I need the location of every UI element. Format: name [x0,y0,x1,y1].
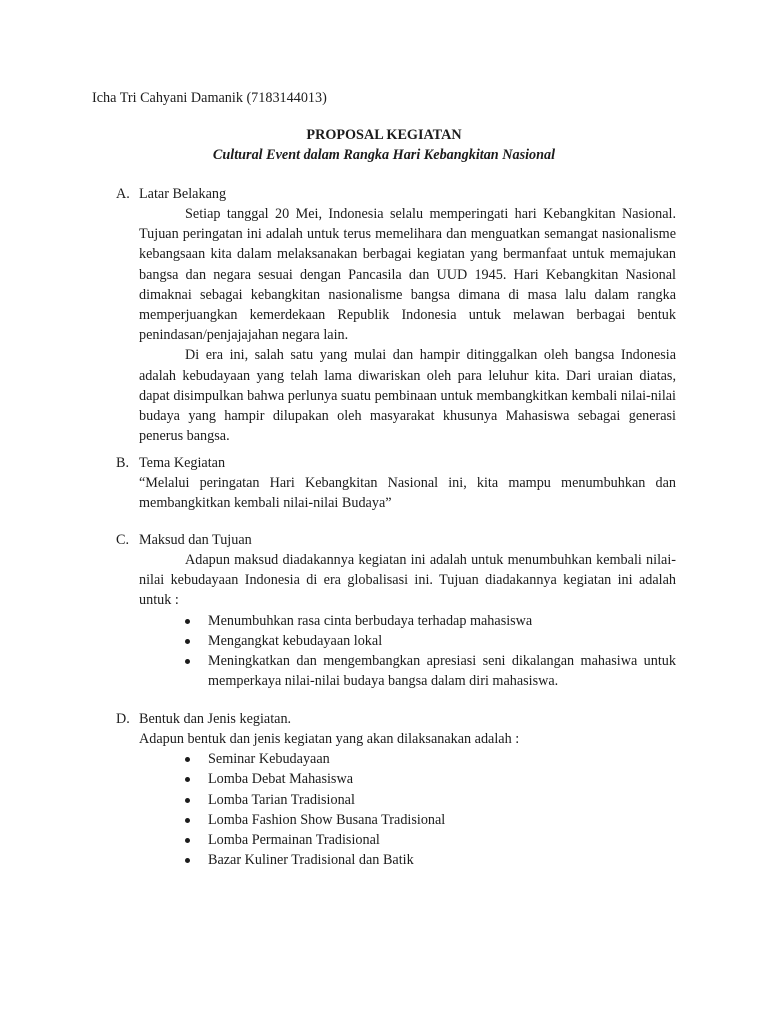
list-item-text: Lomba Debat Mahasiswa [208,771,353,788]
theme-quote: “Melalui peringatan Hari Kebangkitan Nasional ini, kita mampu menumbuhkan dan membangkitkan kembali nilai-nilai Budaya” [139,475,676,512]
section-title: Maksud dan Tujuan [139,532,252,548]
bullet-icon [185,838,190,843]
bullet-icon [185,777,190,782]
section-body [139,473,676,513]
list-item [139,850,676,870]
section-body [139,204,676,446]
bullet-icon [185,659,190,664]
list-item [139,611,676,631]
section-latar-belakang [116,184,676,446]
section-title: Latar Belakang [139,186,227,202]
paragraph: Adapun maksud diadakannya kegiatan ini adalah untuk menumbuhkan kembali nilai-nilai kebudayaan Indonesia di era globalisasi ini. Tujuan diadakannya kegiatan ini adalah untuk : [139,552,676,609]
list-item-text: Lomba Fashion Show Busana Tradisional [208,811,446,828]
section-letter: C. [116,532,130,548]
paragraph: Setiap tanggal 20 Mei, Indonesia selalu memperingati hari Kebangkitan Nasional. Tujuan peringatan ini adalah untuk terus memelihara dan menguatkan semangat nasionalisme kebangsaan kita dalam melaksanakan berbagai kegiatan yang bermanfaat untuk memajukan bangsa dan negara sesuai dengan Pancasila dan UUD 1945. Hari Kebangkitan Nasional dimaknai sebagai kebangkitan nasionalisme bangsa dimana di masa lalu dalam rangka memperjuangkan kemerdekaan Republik Indonesia untuk melawan berbagai bentuk penindasan/penjajajahan negara lain. [139,206,676,344]
section-heading [116,530,676,550]
list-item [139,631,676,651]
bullet-icon [185,639,190,644]
bullet-icon [185,818,190,823]
section-body [139,550,676,691]
bullet-icon [185,619,190,624]
section-letter: D. [116,711,130,727]
bullet-icon [185,858,190,863]
section-letter: A. [116,186,130,202]
section-letter: B. [116,455,130,471]
list-item [139,790,676,810]
list-item [139,769,676,789]
section-bentuk-jenis [116,709,676,870]
section-maksud-tujuan [116,530,676,691]
section-heading [116,453,676,473]
list-item [139,810,676,830]
list-item-text: Mengangkat kebudayaan lokal [208,632,383,649]
author-line: Icha Tri Cahyani Damanik (7183144013) [92,90,327,106]
section-title: Bentuk dan Jenis kegiatan. [139,711,292,727]
bullet-list [139,611,676,692]
section-body [139,729,676,870]
section-title: Tema Kegiatan [139,455,226,471]
paragraph: Adapun bentuk dan jenis kegiatan yang akan dilaksanakan adalah : [139,731,520,747]
list-item [139,651,676,691]
document-title: PROPOSAL KEGIATAN [306,127,462,143]
list-item-text: Seminar Kebudayaan [208,751,330,768]
list-item [139,749,676,769]
section-heading [116,184,676,204]
list-item-text: Bazar Kuliner Tradisional dan Batik [208,852,414,869]
list-item-text: Meningkatkan dan mengembangkan apresiasi seni dikalangan mahasiwa untuk memperkaya nilai-nilai budaya bangsa dalam diri mahasiswa. [208,653,676,690]
list-item-text: Lomba Permainan Tradisional [208,832,380,849]
section-heading [116,709,676,729]
list-item-text: Menumbuhkan rasa cinta berbudaya terhadap mahasiswa [208,612,533,629]
list-item-text: Lomba Tarian Tradisional [208,791,355,808]
section-tema-kegiatan [116,453,676,513]
document-subtitle: Cultural Event dalam Rangka Hari Kebangkitan Nasional [212,147,556,163]
list-item [139,830,676,850]
paragraph: Di era ini, salah satu yang mulai dan hampir ditinggalkan oleh bangsa Indonesia adalah kebudayaan yang telah lama diwariskan oleh para leluhur kita. Dari uraian diatas, dapat disimpulkan bahwa perlunya suatu pembinaan untuk membangkitkan kembali nilai-nilai budaya yang hampir dilupakan oleh masyarakat khusunya Mahasiswa sebagai generasi penerus bangsa. [139,347,676,445]
bullet-icon [185,757,190,762]
bullet-list [139,749,676,870]
bullet-icon [185,798,190,803]
